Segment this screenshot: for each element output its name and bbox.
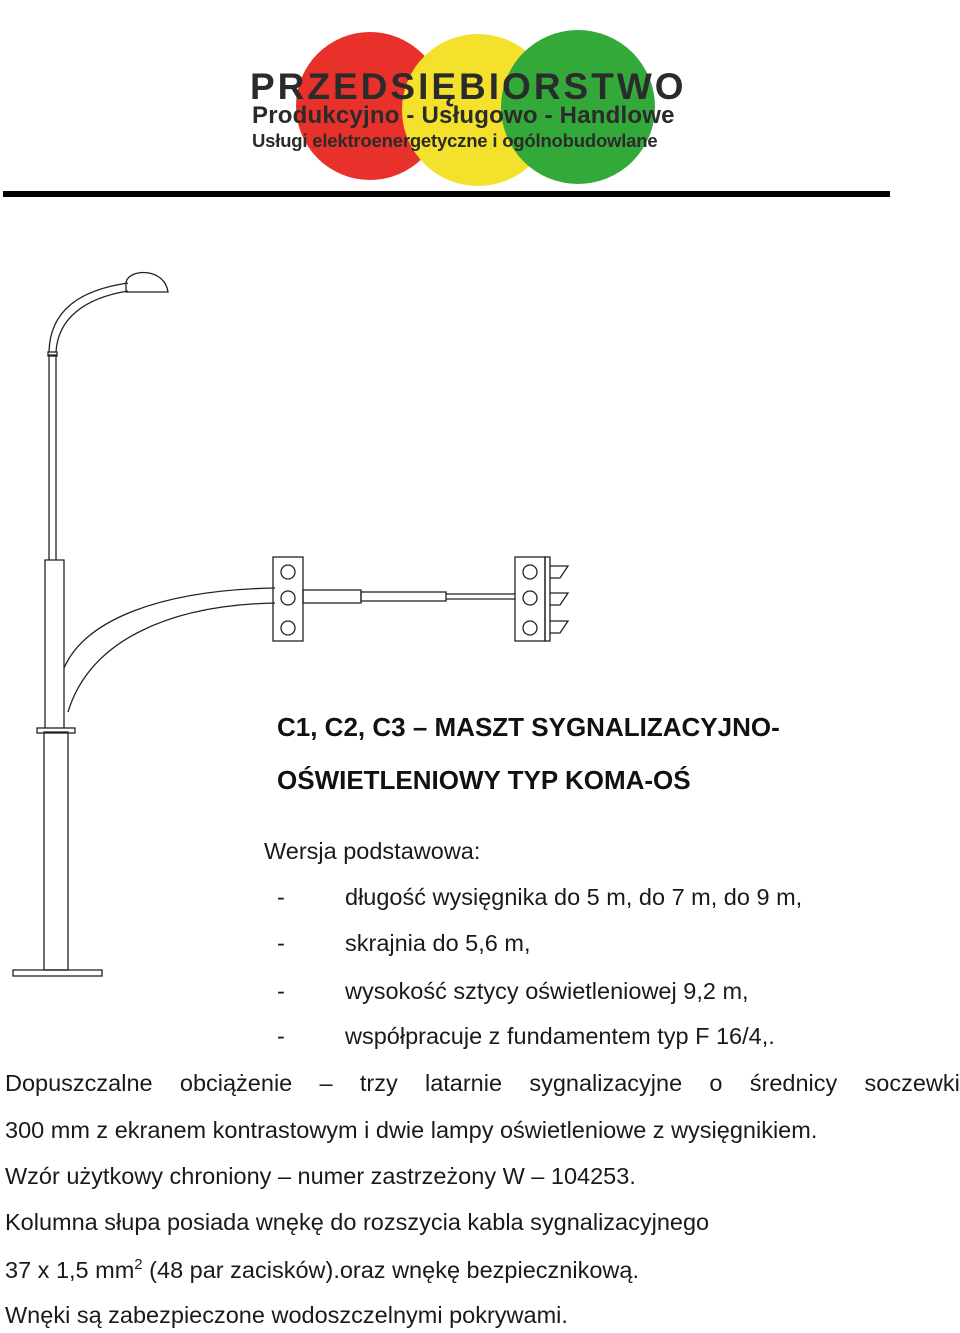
signal-lens (523, 621, 537, 635)
mast-base-plate (13, 970, 102, 976)
signal-lens (523, 565, 537, 579)
word: o (709, 1070, 723, 1096)
signal-head-2-frame (545, 557, 550, 641)
lighting-pole (49, 355, 56, 560)
bullet-marker: - (277, 1023, 285, 1049)
lighting-pole-joint (48, 352, 57, 356)
signal-visor (550, 593, 568, 605)
bullet-clearance: skrajnia do 5,6 m, (345, 930, 531, 956)
word: soczewki (864, 1070, 960, 1096)
signal-lens (281, 621, 295, 635)
arm-section-1 (303, 590, 361, 603)
luminaire-arm-inner (56, 291, 128, 352)
arm-section-2 (361, 592, 446, 601)
word: Dopuszczalne (5, 1070, 153, 1096)
company-logo (0, 0, 960, 200)
arm-section-3 (446, 594, 515, 599)
document-title-line2: OŚWIETLENIOWY TYP KOMA-OŚ (277, 765, 691, 795)
word: średnicy (749, 1070, 838, 1096)
cable-spec: 37 x 1,5 mm (5, 1256, 135, 1283)
word: – (319, 1070, 333, 1096)
bullet-marker: - (277, 978, 285, 1004)
document-title-line1: C1, C2, C3 – MASZT SYGNALIZACYJNO- (277, 712, 780, 742)
mast-upper-column (45, 560, 64, 728)
terminal-note: (48 par zacisków).oraz wnękę bezpiecznikową. (142, 1256, 639, 1283)
bullet-foundation: współpracuje z fundamentem typ F 16/4,. (345, 1023, 775, 1049)
word: trzy (359, 1070, 398, 1096)
signal-visor (550, 621, 568, 633)
mast-arm-top (64, 588, 275, 668)
superscript: 2 (134, 1256, 143, 1273)
utility-model-note: Wzór użytkowy chroniony – numer zastrzeżony W – 104253. (5, 1163, 636, 1189)
word: obciążenie (179, 1070, 293, 1096)
word: latarnie (424, 1070, 503, 1096)
signal-lens (281, 591, 295, 605)
mast-arm-bottom (68, 603, 275, 712)
bullet-marker: - (277, 930, 285, 956)
version-heading: Wersja podstawowa: (264, 838, 481, 864)
bullet-arm-length: długość wysięgnika do 5 m, do 7 m, do 9 m, (345, 884, 803, 910)
logo-company-name: PRZEDSIĘBIORSTWO (250, 66, 687, 107)
bullet-marker: - (277, 884, 285, 910)
word: sygnalizacyjne (529, 1070, 683, 1096)
header-divider (3, 191, 890, 197)
bullet-pole-height: wysokość sztycy oświetleniowej 9,2 m, (345, 978, 749, 1004)
signal-lens (281, 565, 295, 579)
paragraph-line-2: 300 mm z ekranem kontrastowym i dwie lampy oświetleniowe z wysięgnikiem. (5, 1117, 818, 1143)
logo-subtitle: Produkcyjno - Usługowo - Handlowe (252, 102, 675, 129)
logo-services: Usługi elektroenergetyczne i ogólnobudowlane (252, 130, 658, 151)
paragraph-line-1 (5, 1070, 960, 1097)
luminaire-head (126, 273, 168, 292)
mast-lower-column (44, 732, 68, 970)
signal-lens (523, 591, 537, 605)
signal-visor (550, 566, 568, 578)
paragraph-line-5 (5, 1256, 639, 1284)
signal-head-1 (273, 557, 303, 641)
paragraph-line-6: Wnęki są zabezpieczone wodoszczelnymi pokrywami. (5, 1302, 568, 1328)
signal-head-2 (515, 557, 545, 641)
paragraph-line-4: Kolumna słupa posiada wnękę do rozszycia kabla sygnalizacyjnego (5, 1209, 710, 1235)
